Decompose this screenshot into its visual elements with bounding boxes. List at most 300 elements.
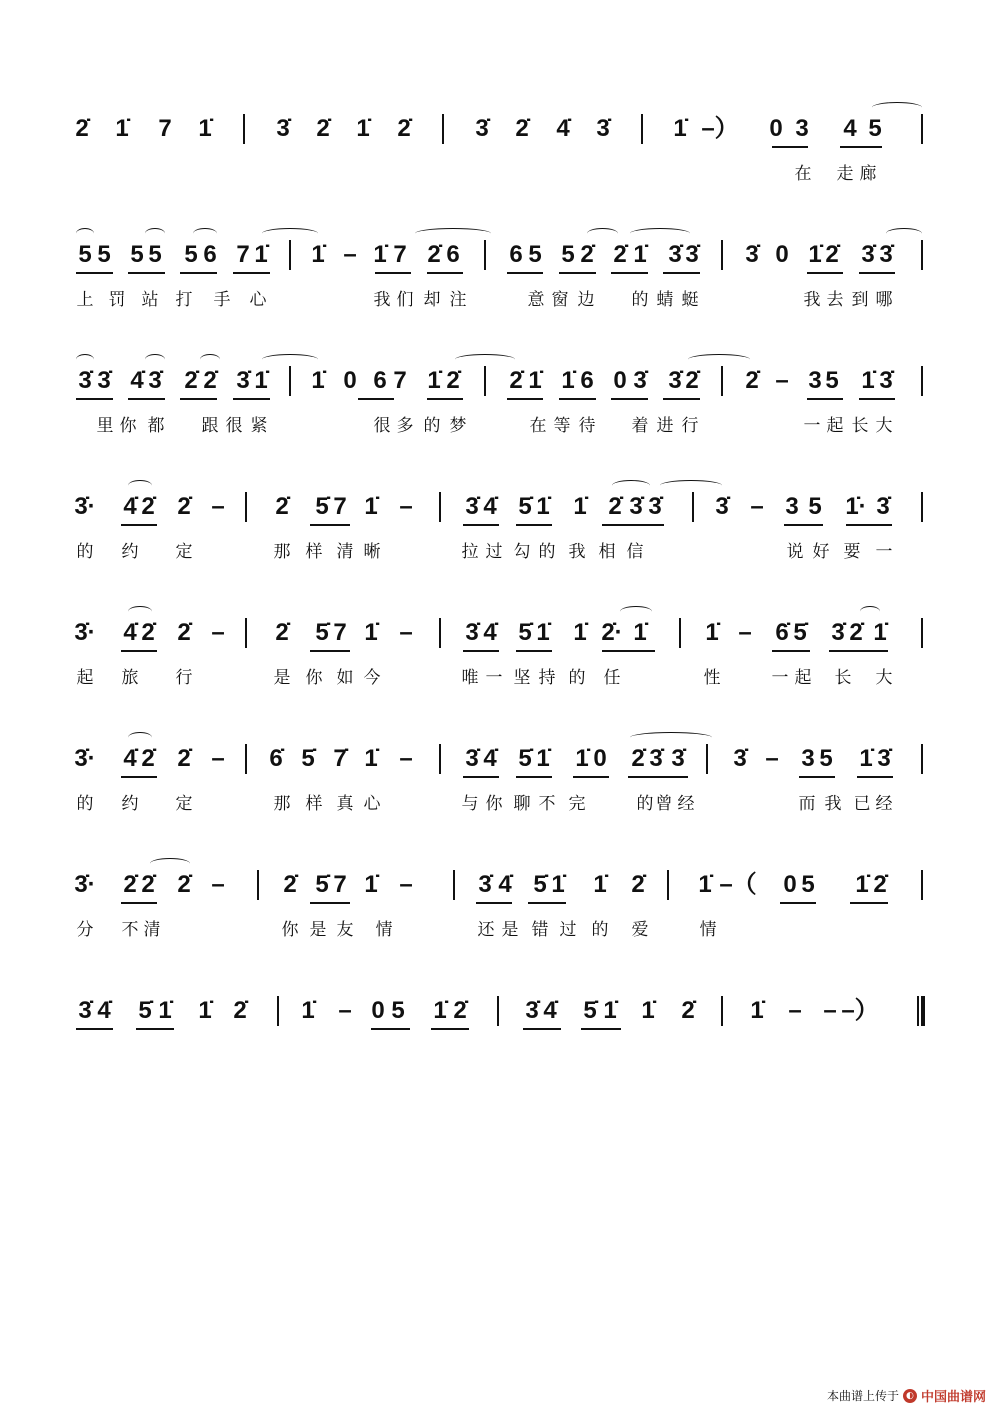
note: 2̇	[177, 619, 191, 646]
note: 7	[393, 241, 407, 268]
lyric-char: 相	[598, 542, 616, 562]
lyric-char: 们	[396, 290, 414, 310]
barline	[679, 618, 681, 648]
lyric-char: 情	[375, 920, 393, 940]
lyric-char: 说	[786, 542, 804, 562]
beam-underline	[310, 524, 350, 526]
barline	[706, 744, 708, 774]
score-system	[0, 100, 1000, 210]
score-system	[0, 730, 1000, 840]
lyric-char: 你	[485, 794, 503, 814]
lyric-char: 的	[538, 542, 556, 562]
note: –	[338, 997, 352, 1024]
lyric-char: 你	[281, 920, 299, 940]
lyric-char: 我	[824, 794, 842, 814]
note: 2̇	[75, 115, 89, 142]
note: –	[211, 871, 225, 898]
beam-underline	[772, 146, 808, 148]
beam-underline	[180, 272, 217, 274]
barline	[921, 114, 923, 144]
note: 2̇	[681, 997, 695, 1024]
lyric-char: 定	[175, 794, 193, 814]
notes-line	[0, 226, 1000, 286]
note: 3̇	[633, 367, 647, 394]
lyric-char: 都	[147, 416, 165, 436]
lyric-char: 我	[373, 290, 391, 310]
slur	[872, 102, 922, 113]
note: 2̇	[316, 115, 330, 142]
slur	[415, 228, 491, 239]
note: 0	[343, 367, 357, 394]
slur	[76, 228, 94, 239]
beam-underline	[76, 1028, 113, 1030]
lyric-char: 起	[826, 416, 844, 436]
beam-underline	[528, 902, 566, 904]
lyric-char: 如	[336, 668, 354, 688]
barline	[257, 870, 259, 900]
lyric-char: 在	[529, 416, 547, 436]
note: 1̇	[859, 745, 873, 772]
note: 3̇	[78, 997, 92, 1024]
notes-line	[0, 604, 1000, 664]
beam-underline	[233, 272, 270, 274]
lyric-char: 紧	[250, 416, 268, 436]
barline	[453, 870, 455, 900]
lyric-char: 一	[485, 668, 503, 688]
barline	[641, 114, 643, 144]
lyric-char: 等	[553, 416, 571, 436]
lyric-char: 过	[485, 542, 503, 562]
lyric-char: 手	[213, 290, 231, 310]
lyric-char: 曾	[655, 794, 673, 814]
note: 1̇	[673, 115, 687, 142]
note: 5̇	[518, 745, 532, 772]
notes-line	[0, 352, 1000, 412]
note: –	[399, 745, 413, 772]
note: 1̇	[603, 997, 617, 1024]
lyric-char: 却	[423, 290, 441, 310]
lyric-char: 很	[225, 416, 243, 436]
barline	[921, 744, 923, 774]
barline	[497, 996, 499, 1026]
note: 3̇	[148, 367, 162, 394]
lyric-char: 友	[336, 920, 354, 940]
beam-underline	[76, 398, 113, 400]
lyric-char: 去	[826, 290, 844, 310]
score-system	[0, 478, 1000, 588]
lyric-char: 约	[121, 542, 139, 562]
note: 2̇	[509, 367, 523, 394]
note: 1̇	[641, 997, 655, 1024]
lyric-char: 好	[812, 542, 830, 562]
note: –	[399, 871, 413, 898]
slur	[145, 228, 165, 239]
lyric-char: 而	[798, 794, 816, 814]
lyric-char: 蜻	[656, 290, 674, 310]
slur	[688, 354, 750, 365]
beam-underline	[829, 650, 888, 652]
beam-underline	[772, 650, 810, 652]
note: 5	[391, 997, 405, 1024]
note: 5	[808, 493, 822, 520]
beam-underline	[516, 524, 552, 526]
beam-underline	[799, 776, 835, 778]
lyric-char: 勾	[513, 542, 531, 562]
beam-underline	[121, 776, 157, 778]
note: –	[775, 367, 789, 394]
slur	[150, 858, 190, 869]
note: 1̇	[364, 493, 378, 520]
barline	[289, 366, 291, 396]
note: 2̇	[580, 241, 594, 268]
note: 1̇	[356, 115, 370, 142]
note: 7	[158, 115, 172, 142]
beam-underline	[859, 398, 895, 400]
note: –（	[719, 871, 757, 898]
site-logo-icon: ◐	[903, 1389, 917, 1403]
lyric-char: 我	[803, 290, 821, 310]
note: 1̇	[536, 619, 550, 646]
beam-underline	[375, 272, 411, 274]
note: 4̇	[483, 745, 497, 772]
note: 1̇	[575, 745, 589, 772]
lyric-char: 很	[373, 416, 391, 436]
note: 7	[333, 619, 347, 646]
note: 2̇	[203, 367, 217, 394]
note: 2̇	[453, 997, 467, 1024]
note: 3̇·	[74, 745, 96, 772]
barline	[721, 366, 723, 396]
beam-underline	[663, 398, 700, 400]
note: 0	[769, 115, 783, 142]
note: 2̇	[233, 997, 247, 1024]
note: 3̇	[78, 367, 92, 394]
score-system	[0, 982, 1000, 1092]
note: 5̇	[138, 997, 152, 1024]
barline	[439, 492, 441, 522]
note: 3̇	[478, 871, 492, 898]
note: 3̇	[671, 745, 685, 772]
beam-underline	[859, 272, 895, 274]
note: 2̇	[427, 241, 441, 268]
lyric-char: 跟	[201, 416, 219, 436]
lyric-char: 与	[461, 794, 479, 814]
notes-line	[0, 856, 1000, 916]
note: 7	[393, 367, 407, 394]
notes-line	[0, 100, 1000, 160]
lyric-char: 梦	[449, 416, 467, 436]
note: 1̇	[364, 871, 378, 898]
beam-underline	[371, 1028, 410, 1030]
beam-underline	[840, 146, 882, 148]
lyric-char: 长	[834, 668, 852, 688]
lyrics-line	[0, 792, 1000, 820]
note: –）	[841, 997, 879, 1024]
note: 3̇	[685, 241, 699, 268]
slur	[455, 354, 515, 365]
barline	[721, 240, 723, 270]
note: 4̇	[123, 745, 137, 772]
note: 2̇	[608, 493, 622, 520]
lyric-char: 坚	[513, 668, 531, 688]
lyric-char: 边	[577, 290, 595, 310]
lyric-char: 的	[636, 794, 654, 814]
beam-underline	[516, 776, 552, 778]
note: –	[399, 493, 413, 520]
note: 1̇	[311, 241, 325, 268]
lyric-char: 一	[875, 542, 893, 562]
note: –	[738, 619, 752, 646]
note: 0	[783, 871, 797, 898]
note: 2̇	[184, 367, 198, 394]
slur	[193, 228, 217, 239]
slur	[145, 354, 165, 365]
beam-underline	[427, 398, 463, 400]
note: 1̇	[873, 619, 887, 646]
beam-underline	[850, 902, 888, 904]
lyric-char: 窗	[551, 290, 569, 310]
note: 6	[580, 367, 594, 394]
note: 1̇	[254, 367, 268, 394]
lyric-char: 经	[875, 794, 893, 814]
barline	[439, 618, 441, 648]
lyric-char: 心	[249, 290, 267, 310]
note: 3̇	[733, 745, 747, 772]
slur	[200, 354, 220, 365]
note: –	[343, 241, 357, 268]
beam-underline	[516, 650, 552, 652]
note: 1̇	[561, 367, 575, 394]
lyric-char: 你	[119, 416, 137, 436]
beam-underline	[358, 398, 394, 400]
note: 3̇	[629, 493, 643, 520]
note: 2̇	[177, 745, 191, 772]
lyric-char: 哪	[875, 290, 893, 310]
note: 7	[333, 493, 347, 520]
lyric-char: 要	[843, 542, 861, 562]
note: 1̇	[254, 241, 268, 268]
lyric-char: 性	[703, 668, 721, 688]
beam-underline	[427, 272, 463, 274]
note: 1̇	[427, 367, 441, 394]
beam-underline	[310, 902, 350, 904]
note: 3̇·	[74, 493, 96, 520]
note: 5̇	[518, 493, 532, 520]
note: 5̇	[533, 871, 547, 898]
note: 3	[785, 493, 799, 520]
beam-underline	[523, 1028, 561, 1030]
note: 5̇	[583, 997, 597, 1024]
note: 3̇	[276, 115, 290, 142]
note: 5	[868, 115, 882, 142]
lyric-char: 的	[568, 668, 586, 688]
lyric-char: 定	[175, 542, 193, 562]
beam-underline	[76, 272, 113, 274]
note: 5̇	[793, 619, 807, 646]
lyric-char: 清	[143, 920, 161, 940]
note: 5̇	[301, 745, 315, 772]
note: 2̇	[631, 745, 645, 772]
note: 1̇	[198, 115, 212, 142]
note: 3̇	[596, 115, 610, 142]
note: 2̇	[123, 871, 137, 898]
note: 2̇	[283, 871, 297, 898]
beam-underline	[807, 272, 843, 274]
barline	[921, 870, 923, 900]
note: –）	[701, 115, 739, 142]
note: –	[788, 997, 802, 1024]
note: 4̇	[130, 367, 144, 394]
note: 6	[509, 241, 523, 268]
lyrics-line	[0, 666, 1000, 694]
lyric-char: 那	[273, 542, 291, 562]
slur	[128, 606, 152, 617]
lyric-char: 行	[175, 668, 193, 688]
beam-underline	[559, 398, 596, 400]
lyric-char: 到	[851, 290, 869, 310]
lyric-char: 注	[449, 290, 467, 310]
lyric-char: 心	[363, 794, 381, 814]
note: 1̇	[536, 493, 550, 520]
note: 1̇	[808, 241, 822, 268]
note: 1̇	[528, 367, 542, 394]
lyric-char: 罚	[108, 290, 126, 310]
note: 3̇	[879, 241, 893, 268]
slur	[886, 228, 922, 239]
lyrics-line	[0, 162, 1000, 190]
beam-underline	[121, 524, 157, 526]
barline	[484, 366, 486, 396]
note: 1̇	[551, 871, 565, 898]
lyric-char: 任	[603, 668, 621, 688]
lyrics-line	[0, 1044, 1000, 1072]
note: 0	[775, 241, 789, 268]
lyric-char: 的	[76, 794, 94, 814]
note: 3̇	[465, 493, 479, 520]
lyric-char: 是	[273, 668, 291, 688]
lyric-char: 样	[305, 794, 323, 814]
note: 2̇	[275, 619, 289, 646]
slur	[620, 606, 652, 617]
lyric-char: 样	[305, 542, 323, 562]
score-system	[0, 352, 1000, 462]
lyric-char: 错	[531, 920, 549, 940]
lyric-char: 我	[568, 542, 586, 562]
lyric-char: 长	[851, 416, 869, 436]
note: 5̇	[315, 871, 329, 898]
beam-underline	[846, 524, 892, 526]
lyrics-line	[0, 288, 1000, 316]
slur	[587, 228, 618, 239]
note: 5	[528, 241, 542, 268]
lyric-char: 还	[477, 920, 495, 940]
note: 5	[97, 241, 111, 268]
slur	[860, 606, 880, 617]
note: –	[765, 745, 779, 772]
lyric-char: 情	[699, 920, 717, 940]
barline	[692, 492, 694, 522]
note: 1̇	[311, 367, 325, 394]
note: 7̇	[333, 745, 347, 772]
note: 5	[825, 367, 839, 394]
beam-underline	[136, 1028, 174, 1030]
note: 1̇	[705, 619, 719, 646]
lyric-char: 进	[656, 416, 674, 436]
beam-underline	[581, 1028, 621, 1030]
note: 4	[843, 115, 857, 142]
beam-underline	[507, 398, 543, 400]
note: 1̇	[536, 745, 550, 772]
note: 1̇	[573, 619, 587, 646]
note: 1̇	[633, 619, 647, 646]
lyric-char: 一	[803, 416, 821, 436]
note: –	[399, 619, 413, 646]
note: 2̇	[873, 871, 887, 898]
note: 3̇	[831, 619, 845, 646]
lyric-char: 旅	[121, 668, 139, 688]
lyric-char: 晰	[363, 542, 381, 562]
note: 0	[371, 997, 385, 1024]
note: 5	[130, 241, 144, 268]
lyric-char: 经	[677, 794, 695, 814]
beam-underline	[180, 398, 217, 400]
note: 3̇	[525, 997, 539, 1024]
notes-line	[0, 982, 1000, 1042]
note: 3	[808, 367, 822, 394]
note: 3̇	[649, 745, 663, 772]
note: 3̇	[879, 367, 893, 394]
note: 6̇	[269, 745, 283, 772]
lyric-char: 是	[309, 920, 327, 940]
note: 3̇	[861, 241, 875, 268]
note: 3̇	[465, 619, 479, 646]
note: 2̇	[177, 493, 191, 520]
slur	[630, 732, 712, 743]
note: 4̇	[97, 997, 111, 1024]
note: 3̇·	[74, 871, 96, 898]
note: 2̇	[275, 493, 289, 520]
lyric-char: 是	[501, 920, 519, 940]
lyric-char: 意	[527, 290, 545, 310]
lyric-char: 大	[875, 668, 893, 688]
lyric-char: 的	[631, 290, 649, 310]
lyric-char: 的	[423, 416, 441, 436]
note: 4̇	[556, 115, 570, 142]
note: 7	[333, 871, 347, 898]
note: 7	[236, 241, 250, 268]
lyric-char: 起	[76, 668, 94, 688]
barline	[245, 744, 247, 774]
note: 2̇	[141, 493, 155, 520]
beam-underline	[611, 272, 648, 274]
note: 2̇	[141, 871, 155, 898]
lyric-char: 信	[626, 542, 644, 562]
beam-underline	[233, 398, 270, 400]
barline	[439, 744, 441, 774]
lyrics-line	[0, 918, 1000, 946]
note: 4̇	[123, 493, 137, 520]
note: 1̇	[373, 241, 387, 268]
beam-underline	[602, 524, 664, 526]
note: 5	[78, 241, 92, 268]
note: 2̇	[177, 871, 191, 898]
lyric-char: 大	[875, 416, 893, 436]
note: 3̇	[236, 367, 250, 394]
note: 6	[446, 241, 460, 268]
beam-underline	[663, 272, 700, 274]
lyric-char: 蜓	[681, 290, 699, 310]
note: 3	[795, 115, 809, 142]
